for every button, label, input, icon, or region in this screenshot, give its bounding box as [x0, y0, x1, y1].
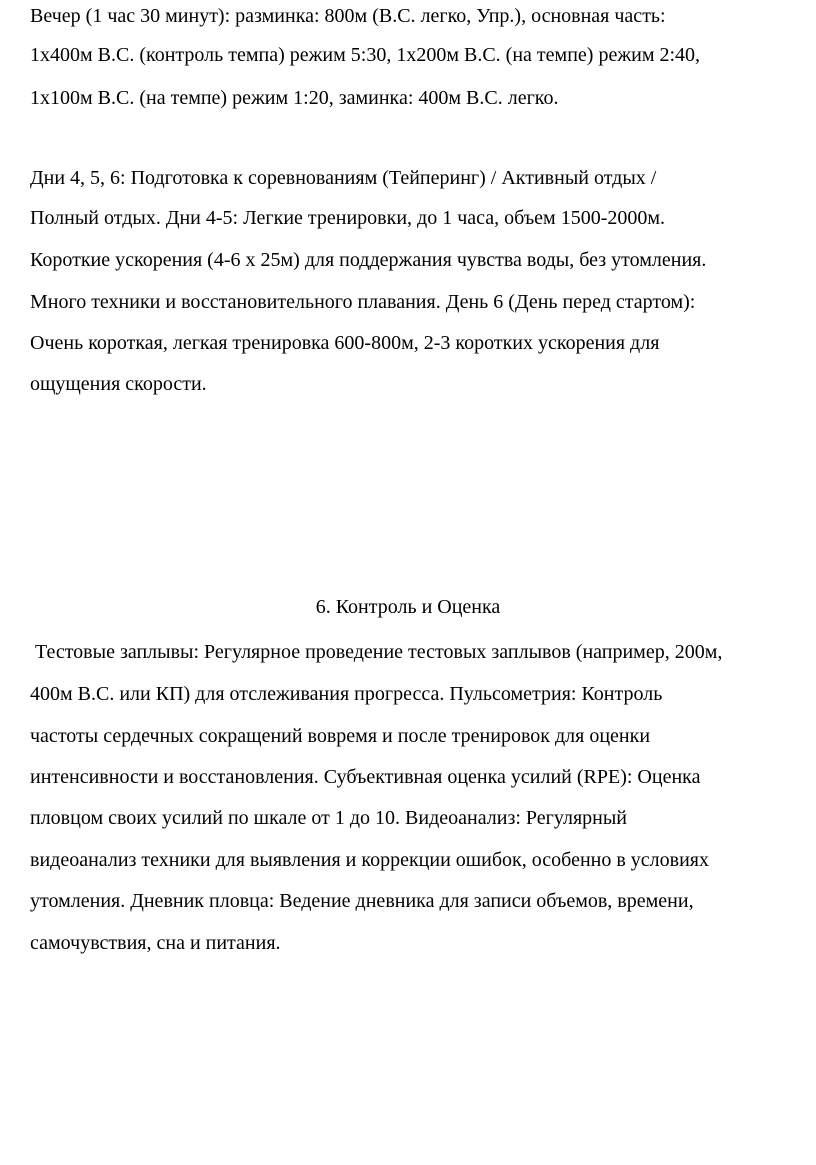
text-line: 400м В.С. или КП) для отслеживания прогресса. Пульсометрия: Контроль: [30, 683, 663, 705]
section-heading: 6. Контроль и Оценка: [315, 596, 501, 618]
text-line: Полный отдых. Дни 4-5: Легкие тренировки, до 1 часа, объем 1500-2000м.: [30, 207, 666, 229]
text-line: интенсивности и восстановления. Субъективная оценка усилий (RPE): Оценка: [30, 766, 701, 788]
text-line: 1х400м В.С. (контроль темпа) режим 5:30, 1х200м В.С. (на темпе) режим 2:40,: [30, 44, 701, 66]
text-line: пловцом своих усилий по шкале от 1 до 10. Видеоанализ: Регулярный: [30, 807, 627, 829]
text-line: Очень короткая, легкая тренировка 600-800м, 2-3 коротких ускорения для: [30, 332, 660, 354]
text-line: Дни 4, 5, 6: Подготовка к соревнованиям (Тейперинг) / Активный отдых /: [30, 167, 657, 189]
text-line: Вечер (1 час 30 минут): разминка: 800м (В.С. легко, Упр.), основная часть:: [30, 5, 666, 27]
text-line: Много техники и восстановительного плавания. День 6 (День перед стартом):: [30, 291, 696, 313]
text-line: утомления. Дневник пловца: Ведение дневника для записи объемов, времени,: [30, 890, 694, 912]
text-line: видеоанализ техники для выявления и коррекции ошибок, особенно в условиях: [30, 849, 709, 871]
text-line: Короткие ускорения (4-6 х 25м) для поддержания чувства воды, без утомления.: [30, 249, 707, 271]
text-line: частоты сердечных сокращений вовремя и после тренировок для оценки: [30, 725, 651, 747]
text-line: 1х100м В.С. (на темпе) режим 1:20, заминка: 400м В.С. легко.: [30, 87, 559, 109]
text-line: самочувствия, сна и питания.: [30, 932, 281, 954]
text-line: Тестовые заплывы: Регулярное проведение тестовых заплывов (например, 200м,: [30, 641, 723, 663]
text-line: ощущения скорости.: [30, 373, 207, 395]
